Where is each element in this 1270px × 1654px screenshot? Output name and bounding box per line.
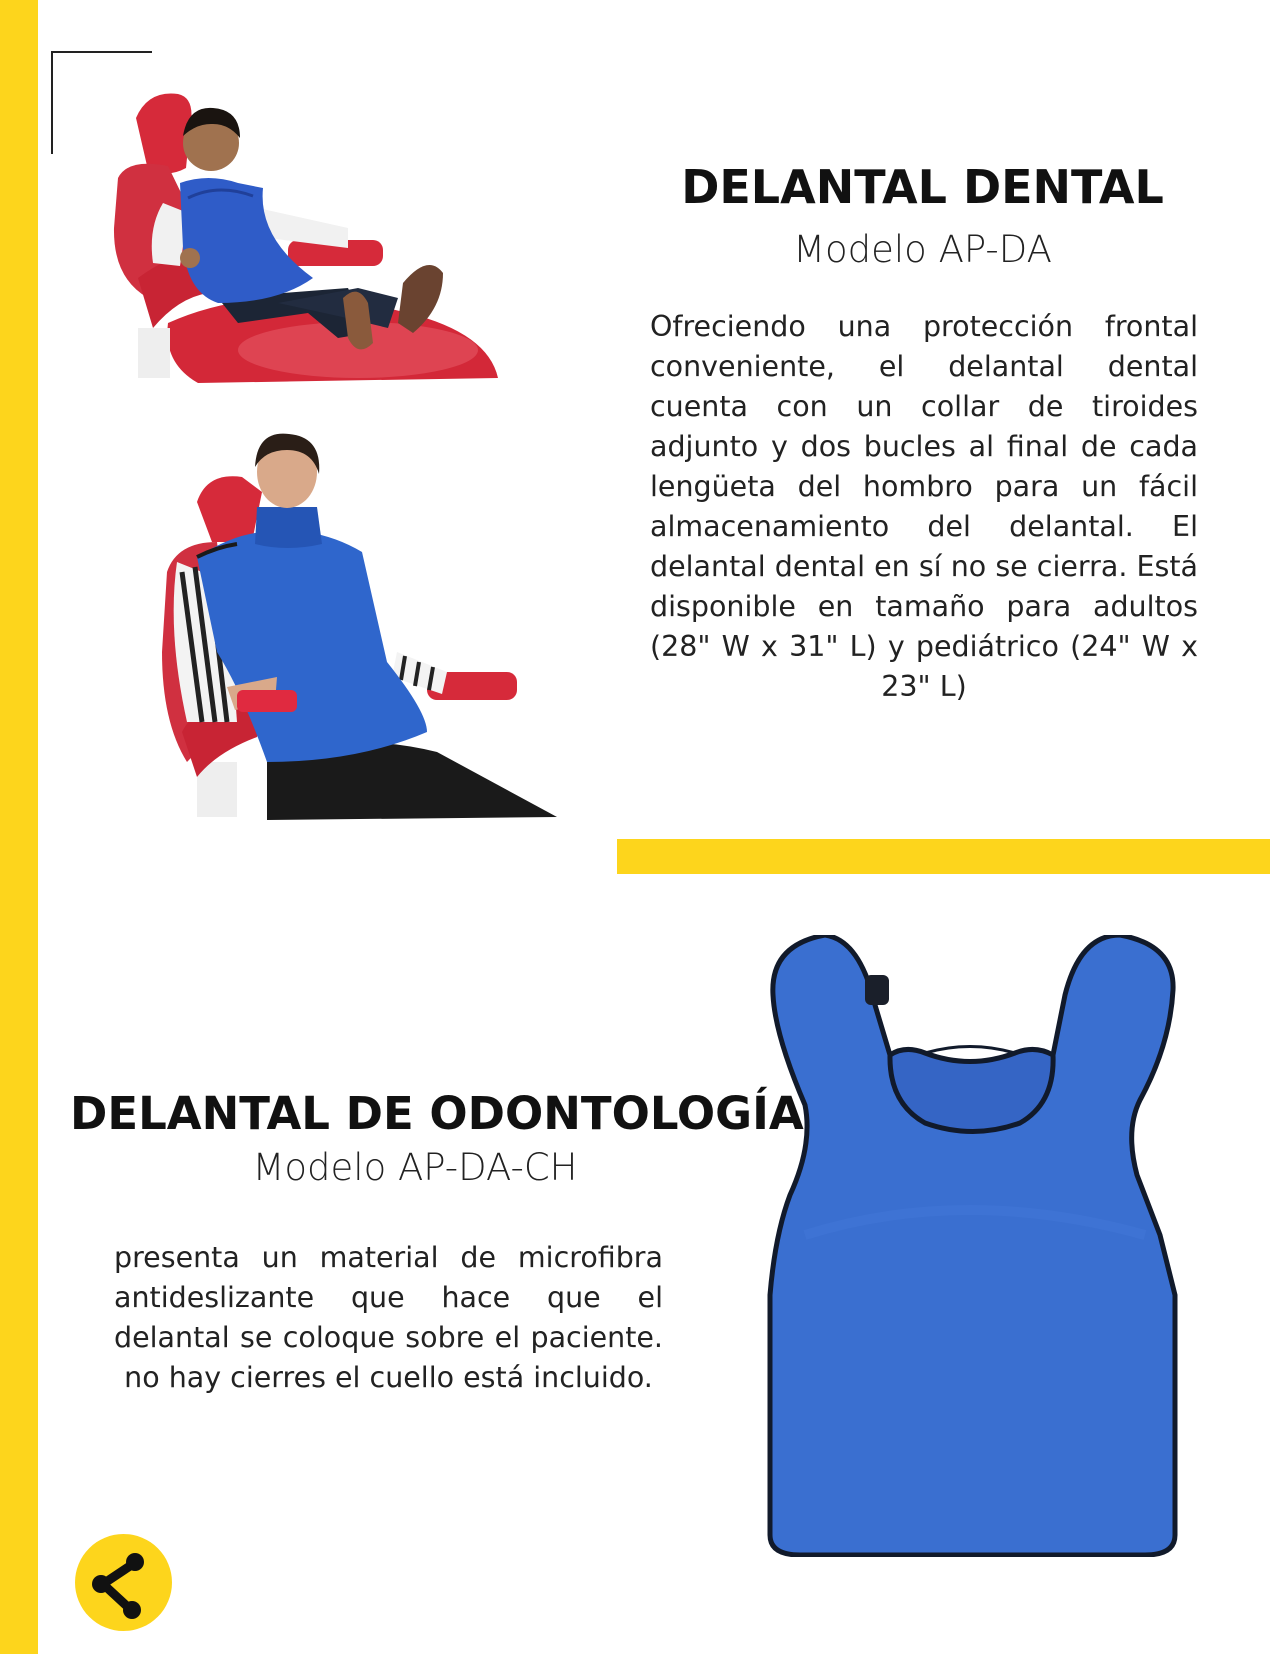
- corner-frame-top: [51, 51, 152, 53]
- product-title-delantal-odontologia: DELANTAL DE ODONTOLOGÍA: [70, 1087, 804, 1140]
- photo-woman-dental-chair: [157, 432, 557, 820]
- share-nodes-logo-icon: [75, 1534, 172, 1631]
- product-title-delantal-dental: DELANTAL DENTAL: [681, 160, 1164, 214]
- left-accent-bar: [0, 0, 38, 1654]
- product-model-ap-da-ch: Modelo AP-DA-CH: [252, 1146, 578, 1189]
- photo-child-dental-chair: [108, 88, 500, 383]
- product-model-ap-da: Modelo AP-DA: [793, 228, 1052, 271]
- product-description-delantal-odontologia: presenta un material de microfibra antideslizante que hace que el delantal se coloque sobre el paciente. no hay cierres el cuello está incluido.: [114, 1241, 663, 1394]
- corner-frame-left: [51, 51, 53, 154]
- apron-product-image: [765, 935, 1180, 1557]
- section-divider-bar: [617, 839, 1270, 874]
- product-description-delantal-dental: Ofreciendo una protección frontal conveniente, el delantal dental cuenta con un collar de tiroides adjunto y dos bucles al final de cada lengüeta del hombro para un fácil almacenamiento del delantal. El delantal dental en sí no se cierra. Está disponible en tamaño para adultos (28" W x 31" L) y pediátrico (24" W x 23" L): [650, 310, 1198, 703]
